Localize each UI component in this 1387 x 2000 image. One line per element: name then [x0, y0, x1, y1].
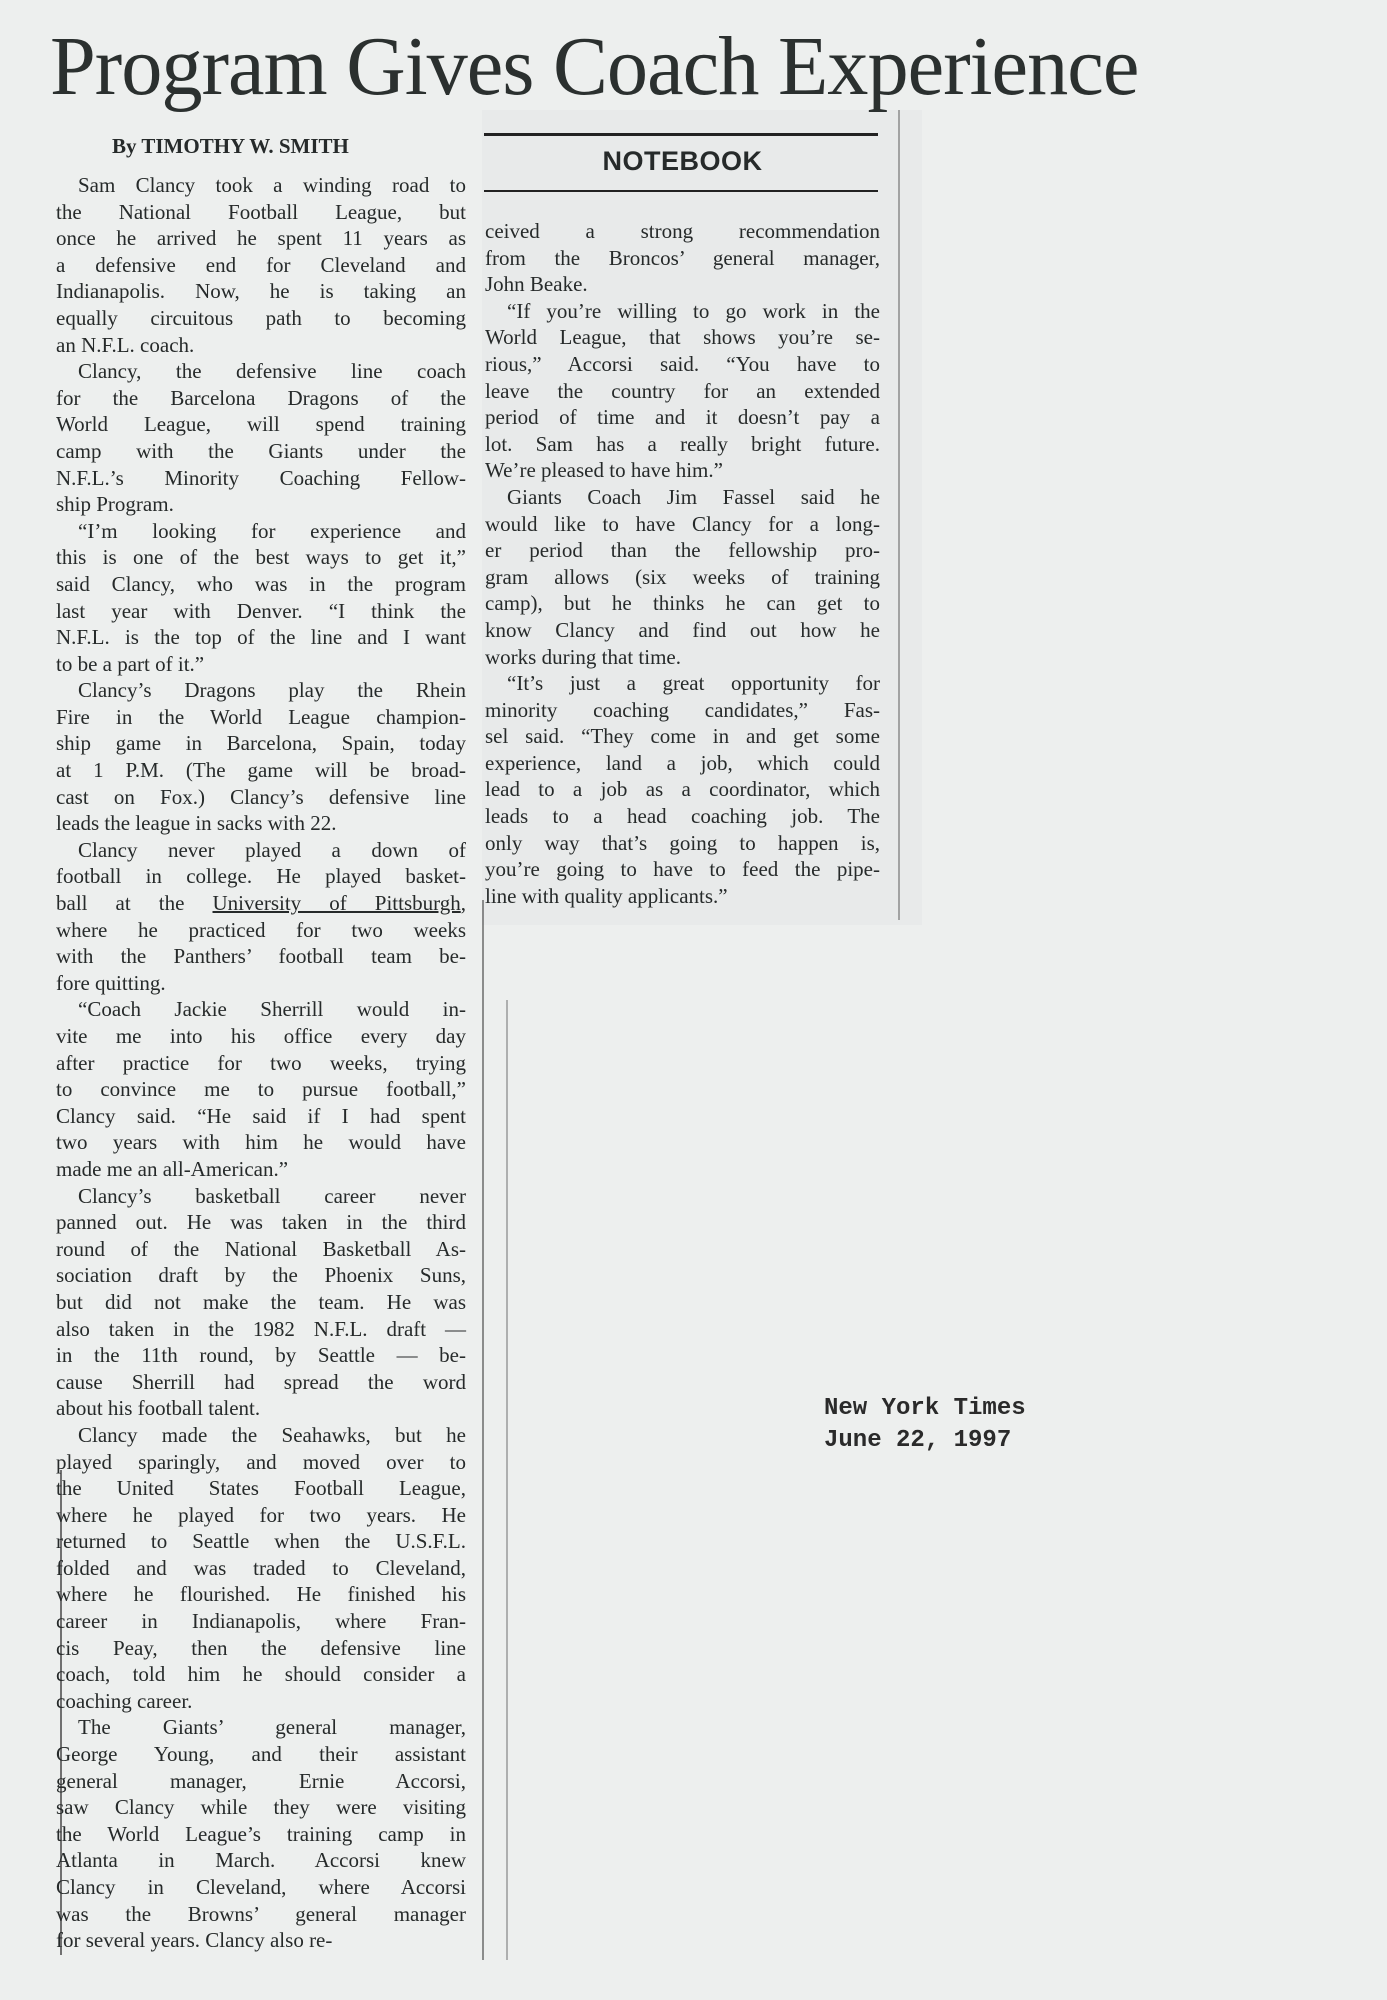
text-line: the United States Football League,: [56, 1476, 466, 1501]
paragraph: [485, 670, 880, 909]
text-line: you’re going to have to feed the pipe-: [485, 857, 880, 882]
text-line: ceived a strong recommendation: [485, 219, 880, 243]
text-line: football in college. He played basket-: [56, 864, 466, 889]
text-line: “I’m looking for experience and: [78, 518, 466, 543]
text-line: said Clancy, who was in the program: [56, 571, 466, 596]
underlined-link-text: University of Pittsburgh: [212, 891, 461, 916]
text-line: know Clancy and find out how he: [485, 617, 880, 642]
text-line: panned out. He was taken in the third: [56, 1210, 466, 1235]
text-line: two years with him he would have: [56, 1130, 466, 1155]
text-line: at 1 P.M. (The game will be broad-: [56, 758, 466, 783]
text-line: Clancy, the defensive line coach: [78, 359, 466, 384]
text-line: folded and was traded to Cleveland,: [56, 1555, 466, 1580]
text-line: was the Browns’ general manager: [56, 1901, 466, 1926]
text-line: with the Panthers’ football team be-: [56, 944, 466, 969]
text-line: but did not make the team. He was: [56, 1289, 466, 1314]
text-line: in the 11th round, by Seattle — be-: [56, 1343, 466, 1368]
text-line: career in Indianapolis, where Fran-: [56, 1609, 466, 1634]
paragraph: [56, 518, 466, 678]
text-line: rious,” Accorsi said. “You have to: [485, 351, 880, 376]
byline: By TIMOTHY W. SMITH: [112, 134, 349, 158]
text-line: World League, that shows you’re se-: [485, 325, 880, 350]
text-line: Atlanta in March. Accorsi knew: [56, 1848, 466, 1873]
text-line: where he flourished. He finished his: [56, 1582, 466, 1607]
text-line: N.F.L. is the top of the line and I want: [56, 625, 466, 650]
section-rule-bottom: [484, 190, 878, 192]
text-line: lead to a job as a coordinator, which: [485, 777, 880, 802]
text-line: cast on Fox.) Clancy’s defensive line: [56, 784, 466, 809]
text-line: to convince me to pursue football,”: [56, 1077, 466, 1102]
paragraph: [56, 1714, 466, 1953]
paragraph: [485, 484, 880, 670]
text-line: Sam Clancy took a winding road to: [78, 173, 466, 197]
text-line: gram allows (six weeks of training: [485, 564, 880, 589]
paragraph: [56, 996, 466, 1182]
text-line: leads the league in sacks with 22.: [56, 811, 337, 836]
column-border-far-right: [506, 1000, 508, 1960]
text-line: this is one of the best ways to get it,”: [56, 545, 466, 570]
text-line: Clancy in Cleveland, where Accorsi: [56, 1875, 466, 1899]
text-line: equally circuitous path to becoming: [56, 305, 466, 330]
text-line: coaching career.: [56, 1688, 193, 1713]
text-line: ball at the University of Pittsburgh,: [56, 891, 466, 916]
headline: Program Gives Coach Experience: [50, 20, 1139, 113]
text-line: vite me into his office every day: [56, 1024, 466, 1048]
text-line: Clancy said. “He said if I had spent: [56, 1103, 466, 1128]
text-line: N.F.L.’s Minority Coaching Fellow-: [56, 465, 466, 490]
text-line: for the Barcelona Dragons of the: [56, 385, 466, 410]
text-line: coach, told him he should consider a: [56, 1662, 466, 1687]
text-line: returned to Seattle when the U.S.F.L.: [56, 1529, 466, 1554]
text-line: also taken in the 1982 N.F.L. draft —: [56, 1316, 466, 1341]
source-publication: New York Times: [824, 1395, 1026, 1422]
text-line: Clancy made the Seahawks, but he: [78, 1422, 466, 1447]
text-line: last year with Denver. “I think the: [56, 598, 466, 623]
text-line: Indianapolis. Now, he is taking an: [56, 279, 466, 304]
text-line: Clancy’s Dragons play the Rhein: [78, 678, 466, 703]
paragraph: [56, 172, 466, 358]
text-line: “It’s just a great opportunity for: [507, 671, 880, 696]
text-line: camp), but he thinks he can get to: [485, 591, 880, 616]
column-divider: [482, 900, 484, 1960]
text-line: after practice for two weeks, trying: [56, 1050, 466, 1075]
text-line: experience, land a job, which could: [485, 750, 880, 775]
text-line: where he practiced for two weeks: [56, 917, 466, 942]
paragraph: [56, 677, 466, 837]
text-line: an N.F.L. coach.: [56, 332, 195, 357]
article-column-left: [56, 172, 466, 1954]
text-line: World League, will spend training: [56, 412, 466, 437]
source-stamp: [824, 1393, 1026, 1457]
text-line: made me an all-American.”: [56, 1156, 289, 1181]
text-line: leave the country for an extended: [485, 378, 880, 403]
text-line: John Beake.: [485, 272, 588, 297]
text-line: cause Sherrill had spread the word: [56, 1369, 466, 1394]
text-line: fore quitting.: [56, 970, 166, 995]
text-line: camp with the Giants under the: [56, 438, 466, 463]
text-line: about his football talent.: [56, 1396, 261, 1421]
text-line: leads to a head coaching job. The: [485, 804, 880, 829]
text-line: once he arrived he spent 11 years as: [56, 226, 466, 251]
text-line: sel said. “They come in and get some: [485, 724, 880, 749]
text-line: “If you’re willing to go work in the: [507, 298, 880, 323]
paragraph: [56, 837, 466, 997]
text-line: would like to have Clancy for a long-: [485, 511, 880, 536]
text-line: ship game in Barcelona, Spain, today: [56, 731, 466, 756]
column-border-right-top: [898, 110, 900, 920]
paragraph: [56, 358, 466, 518]
text-line: only way that’s going to happen is,: [485, 830, 880, 855]
section-rule-top: [484, 133, 878, 136]
text-line: line with quality applicants.”: [485, 883, 728, 908]
text-line: lot. Sam has a really bright future.: [485, 431, 880, 456]
text-line: Giants Coach Jim Fassel said he: [507, 484, 880, 509]
text-line: We’re pleased to have him.”: [485, 458, 723, 483]
text-line: the World League’s training camp in: [56, 1821, 466, 1846]
text-line: round of the National Basketball As-: [56, 1236, 466, 1261]
text-line: from the Broncos’ general manager,: [485, 245, 880, 270]
source-date: June 22, 1997: [824, 1427, 1012, 1454]
text-line: minority coaching candidates,” Fas-: [485, 697, 880, 722]
text-line: the National Football League, but: [56, 199, 466, 224]
text-line: works during that time.: [485, 644, 681, 669]
text-line: for several years. Clancy also re-: [56, 1928, 333, 1953]
text-line: cis Peay, then the defensive line: [56, 1635, 466, 1660]
text-line: a defensive end for Cleveland and: [56, 252, 466, 277]
text-line: played sparingly, and moved over to: [56, 1449, 466, 1474]
text-line: “Coach Jackie Sherrill would in-: [78, 997, 466, 1022]
paragraph: [485, 218, 880, 298]
text-line: period of time and it doesn’t pay a: [485, 405, 880, 430]
paragraph: [56, 1422, 466, 1715]
article-column-right: [485, 218, 880, 909]
text-line: er period than the fellowship pro-: [485, 538, 880, 563]
text-line: The Giants’ general manager,: [78, 1715, 466, 1740]
section-label: NOTEBOOK: [602, 146, 763, 176]
text-line: Clancy’s basketball career never: [78, 1183, 466, 1208]
text-line: saw Clancy while they were visiting: [56, 1795, 466, 1820]
text-line: Fire in the World League champion-: [56, 704, 466, 729]
paragraph: [485, 298, 880, 484]
text-line: sociation draft by the Phoenix Suns,: [56, 1263, 466, 1288]
text-line: Clancy never played a down of: [78, 837, 466, 862]
text-line: George Young, and their assistant: [56, 1742, 466, 1767]
text-line: where he played for two years. He: [56, 1502, 466, 1527]
text-line: ship Program.: [56, 492, 174, 517]
text-line: general manager, Ernie Accorsi,: [56, 1768, 466, 1793]
text-line: to be a part of it.”: [56, 651, 205, 676]
paragraph: [56, 1183, 466, 1422]
